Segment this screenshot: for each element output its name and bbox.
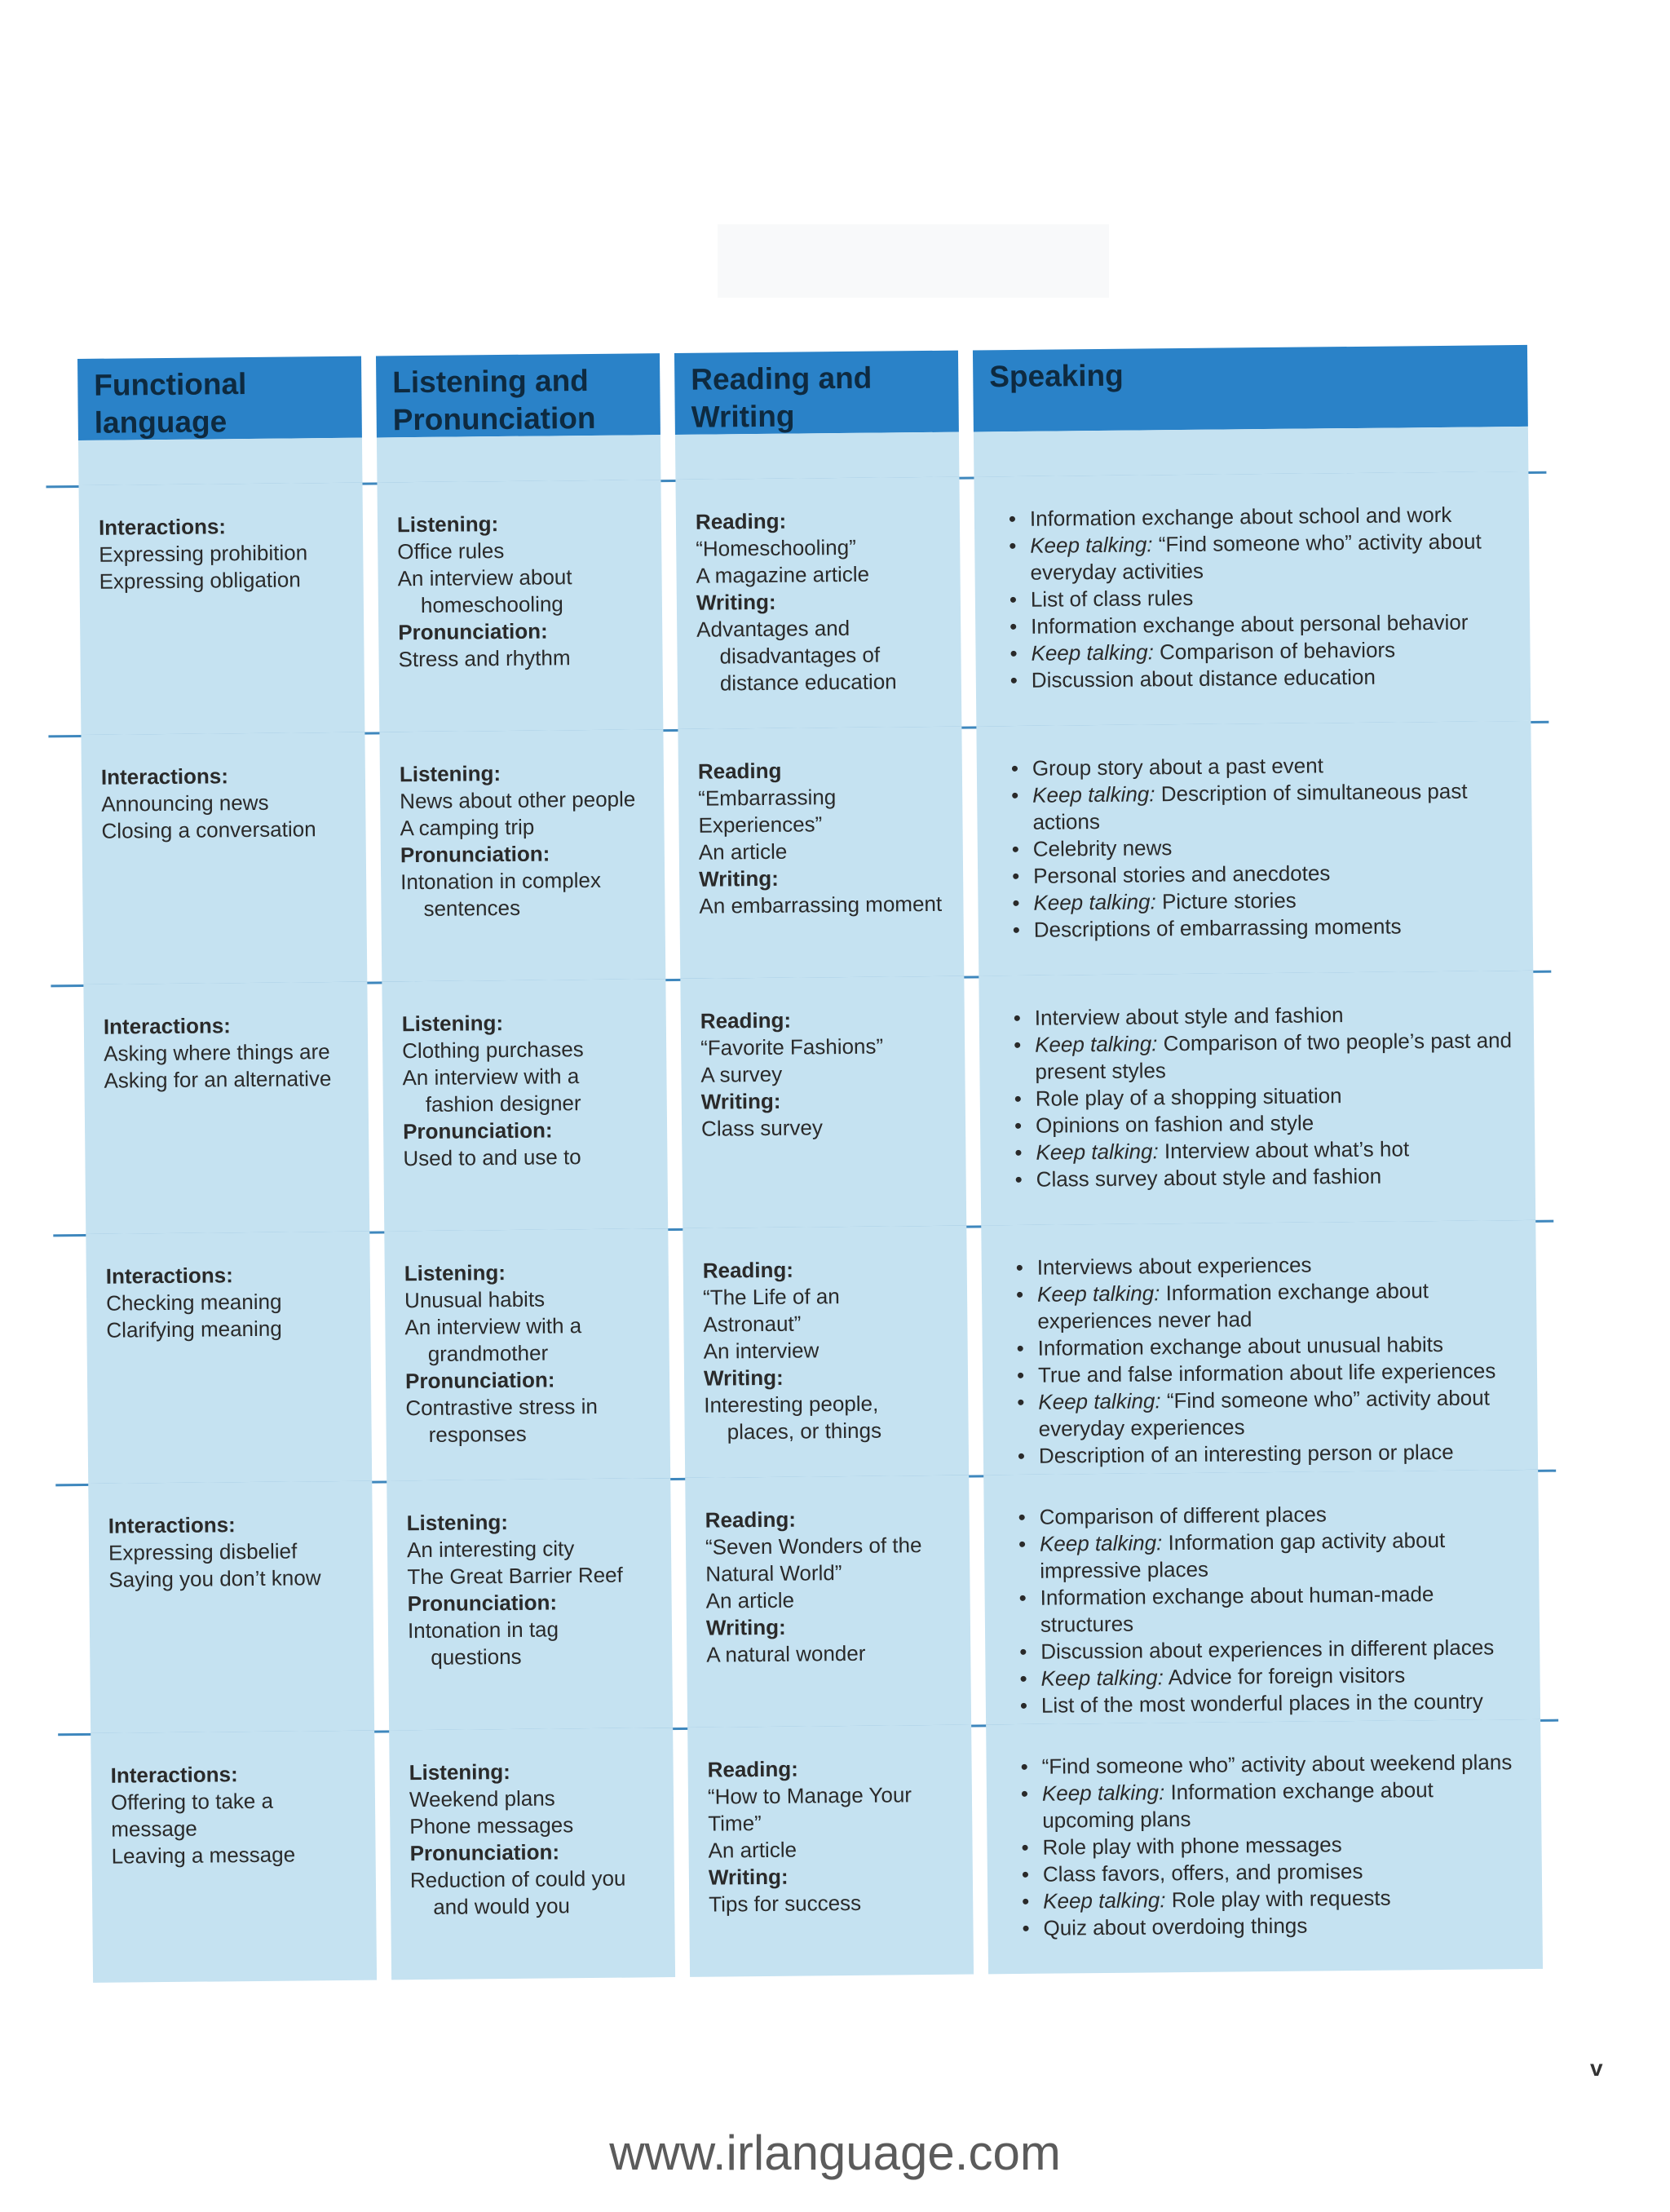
speaking-text: Role play with requests (1171, 1885, 1391, 1913)
header-reading-label: Reading and Writing (674, 351, 959, 435)
pronunciation-item: Intonation in complex (400, 867, 602, 895)
functional-item: Checking meaning (105, 1289, 282, 1316)
keep-talking-label: Keep talking: (1033, 889, 1156, 915)
reading-label: Reading: (700, 1007, 792, 1033)
writing-item: A natural wonder (706, 1640, 866, 1667)
writing-label: Writing: (700, 1088, 781, 1114)
header-functional-label: Functional language (77, 356, 362, 440)
pronunciation-item: responses (428, 1421, 527, 1447)
writing-label: Writing: (703, 1365, 784, 1391)
speaking-text: Advice for foreign visitors (1168, 1662, 1406, 1690)
speaking-item (1025, 1526, 1528, 1585)
keep-talking-label: Keep talking: (1030, 532, 1153, 558)
keep-talking-label: Keep talking: (1039, 1530, 1163, 1556)
reading-item: An article (698, 838, 788, 865)
reading-item: A survey (700, 1061, 783, 1087)
table-row (91, 1719, 1561, 1983)
speaking-text: Information gap activity about impressive places (1040, 1527, 1446, 1583)
keep-talking-label: Keep talking: (1036, 1281, 1160, 1307)
pronunciation-label: Pronunciation: (404, 1367, 555, 1394)
interactions-label: Interactions: (100, 763, 229, 790)
reading-item: Astronaut” (703, 1311, 802, 1337)
speaking-text: Information exchange about personal behavior (1031, 609, 1469, 639)
writing-item: Advantages and (696, 615, 850, 642)
speaking-cell (981, 1220, 1538, 1475)
reading-item: “How to Manage Your (707, 1782, 912, 1809)
speaking-text: Interviews about experiences (1036, 1252, 1312, 1280)
header-fill (974, 427, 1528, 477)
writing-item: Tips for success (709, 1890, 862, 1917)
listening-cell (387, 1478, 673, 1730)
reading-label: Reading: (695, 508, 787, 534)
speaking-item (1024, 1438, 1526, 1470)
interactions-label: Interactions: (108, 1512, 236, 1538)
functional-language-cell (81, 732, 367, 984)
listening-item: News about other people (400, 786, 636, 814)
keep-talking-label: Keep talking: (1034, 1031, 1158, 1057)
speaking-text: Description of simultaneous past actions (1032, 778, 1468, 834)
speaking-text: Discussion about experiences in different places (1040, 1635, 1495, 1664)
speaking-text: Role play with phone messages (1042, 1832, 1342, 1860)
functional-item: Saying you don’t know (108, 1565, 321, 1592)
speaking-text: List of the most wonderful places in the country (1040, 1688, 1483, 1718)
reading-cell (678, 727, 964, 979)
writing-item: Class survey (700, 1115, 824, 1141)
speaking-text: Comparison of two people’s past and present styles (1035, 1028, 1513, 1084)
reading-label: Reading: (707, 1756, 799, 1782)
pronunciation-item: questions (431, 1644, 522, 1670)
pronunciation-label: Pronunciation: (409, 1839, 560, 1866)
speaking-list (999, 1000, 1524, 1193)
keep-talking-label: Keep talking: (1038, 1388, 1161, 1414)
speaking-text: Interview about style and fashion (1034, 1002, 1344, 1030)
pronunciation-item: Used to and use to (403, 1144, 581, 1171)
speaking-text: Comparison of behaviors (1159, 637, 1396, 665)
speaking-text: Opinions on fashion and style (1035, 1110, 1314, 1138)
interactions-label: Interactions: (103, 1013, 232, 1039)
listening-label: Listening: (409, 1759, 511, 1785)
keep-talking-label: Keep talking: (1040, 1665, 1164, 1691)
speaking-cell (974, 471, 1531, 727)
pronunciation-item: sentences (423, 895, 521, 921)
keep-talking-label: Keep talking: (1032, 781, 1155, 807)
header-functional (77, 356, 362, 485)
functional-language-cell (88, 1481, 374, 1733)
speaking-text: Interview about what’s hot (1164, 1136, 1410, 1164)
listening-label: Listening: (396, 511, 499, 538)
listening-cell (377, 480, 663, 732)
table-header (77, 345, 1546, 485)
footer-url: www.irlanguage.com (609, 2126, 1061, 2180)
reading-item: An article (705, 1587, 795, 1613)
header-speaking (973, 345, 1528, 477)
listening-item: Unusual habits (404, 1286, 546, 1313)
interactions-label: Interactions: (110, 1762, 238, 1788)
functional-item: Closing a conversation (101, 816, 316, 843)
reading-item: A magazine article (696, 561, 870, 588)
functional-language-cell (86, 1232, 372, 1484)
reading-item: Experiences” (698, 812, 823, 838)
table-row (81, 721, 1551, 984)
speaking-text: Information exchange about human-made structures (1040, 1582, 1434, 1637)
writing-item: disadvantages of (719, 642, 881, 669)
speaking-item (1019, 912, 1522, 944)
header-listening-label: Listening and Pronunciation (376, 353, 660, 437)
keep-talking-label: Keep talking: (1036, 1139, 1159, 1165)
keep-talking-label: Keep talking: (1043, 1887, 1166, 1913)
reading-cell (680, 976, 966, 1228)
speaking-item (1025, 1580, 1528, 1639)
functional-item: Asking for an alternative (104, 1066, 332, 1093)
speaking-item (1027, 1688, 1529, 1719)
speaking-item (1027, 1776, 1531, 1834)
speaking-text: Information exchange about experiences never had (1037, 1278, 1429, 1334)
speaking-list (996, 750, 1522, 944)
speaking-cell (986, 1719, 1543, 1975)
pronunciation-item: Stress and rhythm (398, 645, 571, 672)
listening-item: An interview about (397, 564, 572, 591)
pronunciation-item: Intonation in tag (407, 1617, 559, 1644)
header-fill (675, 432, 960, 480)
header-speaking-label: Speaking (973, 345, 1528, 432)
speaking-item (1028, 1910, 1531, 1942)
header-reading (674, 351, 959, 480)
speaking-text: True and false information about life experiences (1037, 1358, 1496, 1387)
keep-talking-label: Keep talking: (1041, 1780, 1165, 1806)
functional-item: Announcing news (101, 790, 269, 816)
table-row (86, 1220, 1556, 1484)
speaking-text: Group story about a past event (1032, 753, 1323, 781)
speaking-item (1015, 528, 1518, 586)
pronunciation-item: Reduction of could you (409, 1865, 626, 1893)
reading-label: Reading (697, 758, 782, 784)
speaking-item (1017, 662, 1519, 694)
reading-cell (687, 1725, 974, 1977)
reading-item: Natural World” (705, 1560, 842, 1586)
listening-item: An interview with a (402, 1064, 580, 1091)
header-listening (376, 353, 660, 482)
speaking-text: Information exchange about school and work (1029, 502, 1452, 531)
speaking-text: Role play of a shopping situation (1035, 1083, 1342, 1111)
writing-label: Writing: (699, 865, 780, 891)
speaking-text: “Find someone who” activity about weekend plans (1041, 1750, 1513, 1779)
listening-item: Office rules (397, 538, 505, 564)
reading-item: “Seven Wonders of the (705, 1533, 922, 1559)
listening-cell (382, 979, 668, 1231)
listening-item: An interesting city (406, 1536, 575, 1563)
reading-item: “Embarrassing (698, 785, 837, 811)
speaking-text: Descriptions of embarrassing moments (1033, 914, 1402, 942)
speaking-text: Personal stories and anecdotes (1032, 860, 1331, 888)
functional-item: Asking where things are (104, 1039, 330, 1066)
page-number: v (1590, 2055, 1603, 2081)
listening-cell (379, 729, 665, 981)
speaking-item (1022, 1161, 1524, 1193)
functional-language-cell (78, 483, 364, 735)
table-body (78, 471, 1561, 1983)
functional-item: Expressing prohibition (99, 540, 308, 567)
listening-item: grandmother (427, 1340, 549, 1366)
interactions-label: Interactions: (105, 1263, 233, 1289)
functional-language-cell (91, 1731, 377, 1983)
listening-item: The Great Barrier Reef (407, 1562, 623, 1590)
speaking-list (1004, 1499, 1530, 1719)
contents-table (77, 345, 1561, 1983)
listening-item: Phone messages (409, 1812, 574, 1839)
speaking-cell (979, 971, 1535, 1226)
writing-label: Writing: (708, 1864, 789, 1890)
pronunciation-label: Pronunciation: (398, 618, 548, 645)
reading-item: An article (708, 1837, 797, 1863)
speaking-text: Information exchange about upcoming plans (1042, 1777, 1434, 1833)
speaking-list (1005, 1749, 1531, 1942)
reading-cell (685, 1475, 971, 1728)
reading-cell (675, 477, 961, 729)
pronunciation-item: Contrastive stress in (405, 1393, 599, 1421)
speaking-item (1023, 1384, 1526, 1443)
speaking-text: Description of an interesting person or place (1038, 1439, 1454, 1468)
writing-item: An embarrassing moment (699, 891, 943, 918)
listening-label: Listening: (404, 1260, 506, 1286)
speaking-list (1001, 1250, 1527, 1470)
functional-item: Clarifying meaning (106, 1316, 282, 1343)
reading-cell (683, 1226, 969, 1478)
speaking-text: Class survey about style and fashion (1036, 1163, 1382, 1192)
speaking-text: Quiz about overdoing things (1043, 1913, 1308, 1940)
speaking-text: Discussion about distance education (1031, 664, 1376, 692)
table-row (83, 971, 1553, 1234)
pronunciation-item: and would you (433, 1893, 571, 1919)
reading-item: “Favorite Fashions” (700, 1033, 884, 1060)
speaking-text: “Find someone who” activity about everyday experiences (1038, 1385, 1490, 1441)
reading-item: Time” (708, 1811, 762, 1836)
listening-label: Listening: (406, 1509, 509, 1536)
listening-label: Listening: (401, 1011, 504, 1037)
listening-item: Weekend plans (409, 1785, 555, 1812)
listening-cell (389, 1728, 675, 1980)
speaking-cell (976, 721, 1533, 976)
functional-item: Offering to take a message (110, 1788, 274, 1842)
listening-item: fashion designer (425, 1091, 581, 1117)
speaking-list (994, 501, 1519, 694)
functional-language-cell (83, 982, 369, 1234)
header-fill (78, 438, 363, 485)
writing-item: places, or things (727, 1418, 882, 1444)
writing-label: Writing: (696, 589, 776, 615)
speaking-text: “Find someone who” activity about everyday activities (1030, 529, 1482, 585)
listening-item: homeschooling (420, 591, 563, 617)
speaking-cell (983, 1470, 1540, 1725)
keep-talking-label: Keep talking: (1031, 639, 1154, 666)
functional-item: Expressing disbelief (108, 1538, 298, 1565)
reading-item: An interview (703, 1338, 820, 1364)
functional-item: Leaving a message (111, 1842, 296, 1869)
speaking-text: List of class rules (1030, 585, 1194, 612)
speaking-text: Picture stories (1161, 887, 1297, 914)
speaking-item (1020, 1027, 1523, 1086)
listening-item: An interview with a (404, 1313, 582, 1340)
speaking-text: Class favors, offers, and promises (1042, 1858, 1363, 1887)
listening-item: Clothing purchases (402, 1037, 584, 1064)
writing-label: Writing: (705, 1614, 786, 1640)
pronunciation-label: Pronunciation: (400, 841, 550, 868)
speaking-text: Comparison of different places (1039, 1502, 1327, 1529)
faded-heading (718, 224, 1109, 298)
writing-item: distance education (719, 669, 897, 696)
table-row (88, 1470, 1558, 1733)
speaking-text: Celebrity news (1032, 835, 1173, 861)
writing-item: Interesting people, (704, 1391, 879, 1418)
listening-item: A camping trip (400, 814, 535, 841)
speaking-item (1023, 1276, 1526, 1335)
reading-label: Reading: (705, 1506, 797, 1533)
reading-item: “Homeschooling” (696, 534, 856, 561)
pronunciation-label: Pronunciation: (402, 1117, 553, 1144)
listening-cell (384, 1228, 670, 1480)
reading-label: Reading: (702, 1257, 794, 1283)
listening-label: Listening: (399, 761, 501, 787)
table-row (78, 471, 1549, 735)
functional-item: Expressing obligation (99, 567, 301, 594)
interactions-label: Interactions: (98, 514, 227, 540)
speaking-text: Information exchange about unusual habits (1037, 1331, 1444, 1360)
pronunciation-label: Pronunciation: (407, 1590, 558, 1617)
speaking-item (1018, 777, 1521, 836)
header-fill (377, 435, 661, 482)
reading-item: “The Life of an (702, 1284, 840, 1310)
